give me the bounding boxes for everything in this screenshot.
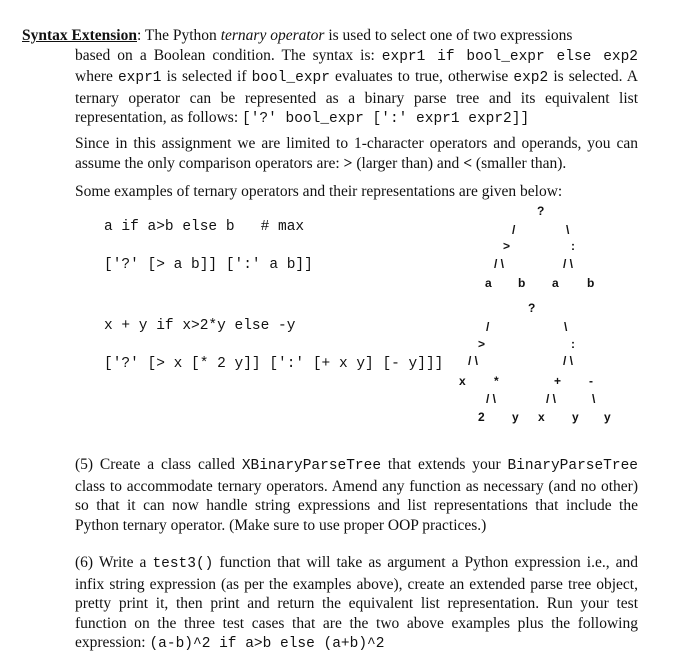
syntax-code: expr1 if bool_expr else exp2 <box>381 48 638 65</box>
list-form-code: ['?' bool_expr [':' expr1 expr2]] <box>242 111 530 128</box>
tree1-left-op: > <box>503 239 511 253</box>
intro-paragraph: Syntax Extension: The Python ternary operator is used to select one of two expressions based on a Boolean condition. The syntax is: expr1 if bool_expr else exp2 where expr1 is selected if bool_expr evaluates to true, otherwise exp2 is selected. A ternary operator can be represented as a binary parse tree and its equivalent list representation, as follows: ['?' bool_expr [':' expr1 expr2]] <box>22 27 638 128</box>
example-2-expr: x + y if x>2*y else -y <box>104 318 296 334</box>
class-name-base: BinaryParseTree <box>507 458 638 474</box>
example-1-expr: a if a>b else b # max <box>104 219 305 235</box>
examples-intro: Some examples of ternary operators and their representations are given below: <box>75 183 563 200</box>
parse-tree-1: ? / \ > : / \ / \ a b a b <box>485 204 595 290</box>
test-expression: (a-b)^2 if a>b else (a+b)^2 <box>149 636 385 653</box>
tree1-right-op: : <box>571 239 575 253</box>
task-5-paragraph: (5) Create a class called XBinaryParseTree that extends your BinaryParseTree class to accommodate ternary operators. Amend any function as necessary (and no other) so that it can now handle string expressions and list representations that include the Python ternary operator. (Make sure to use proper OOP practices.) <box>75 456 638 534</box>
class-name-x: XBinaryParseTree <box>241 458 382 474</box>
operators-paragraph: Since in this assignment we are limited to 1-character operators and operands, you can assume the only comparison operators are: > (larger than) and < (smaller than). <box>75 135 638 172</box>
tree2-right-op: : <box>571 337 575 351</box>
function-name: test3() <box>152 556 214 572</box>
example-2-list: ['?' [> x [* 2 y]] [':' [+ x y] [- y]]] <box>104 356 444 372</box>
task-6-paragraph: (6) Write a test3() function that will take as argument a Python expression i.e., and infix string expression (as per the examples above), create an extended parse tree object, pretty print it, then print and return the equivalent list representation. Run your test function on the three test cases that are the two above examples plus the following expression: (a-b)^2 if a>b else (a+b)^2 <box>75 554 638 653</box>
tree2-root: ? <box>528 301 536 315</box>
example-1-list: ['?' [> a b]] [':' a b]] <box>104 257 313 273</box>
tree1-root: ? <box>537 204 545 218</box>
tree2-left-op: > <box>478 337 486 351</box>
section-title: Syntax Extension <box>22 27 137 44</box>
parse-tree-2: ? / \ > : / \ / \ x * + - / \ / \ \ 2 y x y y <box>459 301 611 424</box>
